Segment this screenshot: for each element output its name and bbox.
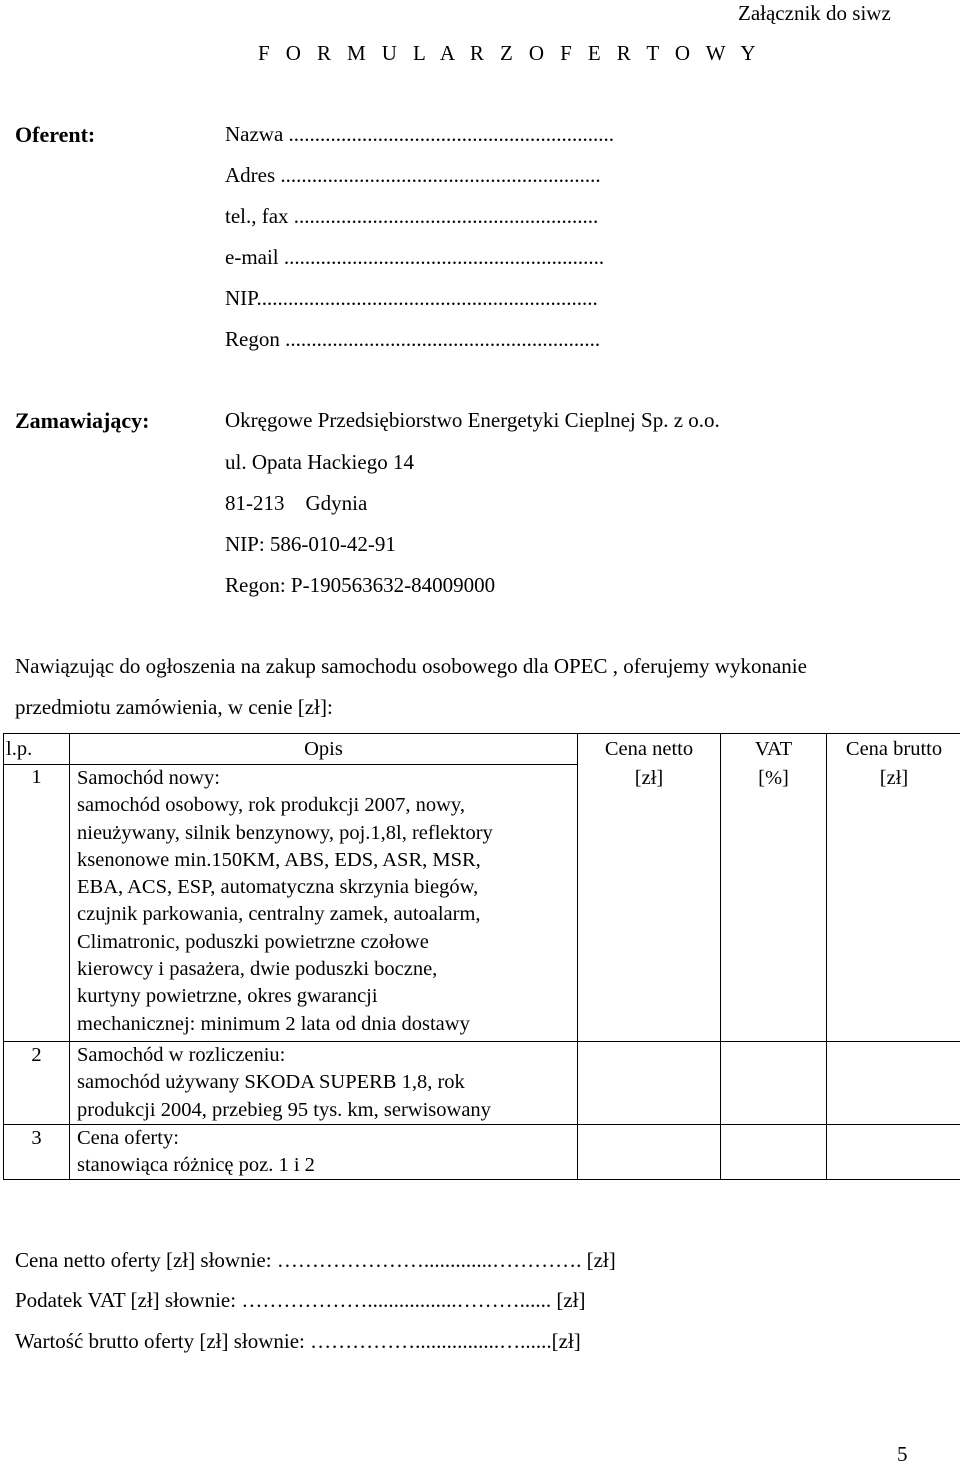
row-cena-brutto-cell[interactable] (827, 1042, 960, 1125)
oferent-address-field[interactable]: Adres ............................................................. (225, 165, 601, 186)
summary-netto-words[interactable]: Cena netto oferty [zł] słownie: ………………….............…………. [zł] (15, 1250, 616, 1271)
row-vat-cell[interactable] (721, 1042, 827, 1125)
row-description: Samochód nowy: samochód osobowy, rok produkcji 2007, nowy, nieużywany, silnik benzynowy, poj.1,8l, reflektory ksenonowe min.150KM, ABS, EDS, ASR, MSR, EBA, ACS, ESP, automatyczna skrzynia biegów, czujnik parkowania, centralny zamek, autoalarm, Climatronic, poduszki powietrzne czołowe kierowcy i pasażera, dwie poduszki boczne, kurtyny powietrzne, okres gwarancji mechanicznej: minimum 2 lata od dnia dostawy (70, 765, 578, 1042)
page-number: 5 (897, 1444, 908, 1465)
zamawiajacy-street: ul. Opata Hackiego 14 (225, 452, 414, 473)
zamawiajacy-regon: Regon: P-190563632-84009000 (225, 575, 495, 596)
oferent-regon-field[interactable]: Regon ............................................................ (225, 329, 600, 350)
row-number: 3 (4, 1124, 70, 1180)
summary-brutto-words[interactable]: Wartość brutto oferty [zł] słownie: ……………................…......[zł] (15, 1331, 581, 1352)
oferent-email-field[interactable]: e-mail ............................................................. (225, 247, 604, 268)
intro-line-1: Nawiązując do ogłoszenia na zakup samochodu osobowego dla OPEC , oferujemy wykonanie (15, 656, 807, 677)
oferent-name-field[interactable]: Nazwa .............................................................. (225, 124, 614, 145)
zamawiajacy-label: Zamawiający: (15, 410, 149, 432)
row-vat-cell[interactable] (721, 1124, 827, 1180)
header-cena-brutto: Cena brutto [zł] (827, 734, 960, 1042)
row-cena-netto-cell[interactable] (578, 1124, 721, 1180)
table-header-row (4, 734, 960, 765)
table-row (4, 1042, 960, 1125)
zamawiajacy-city: 81-213 Gdynia (225, 493, 367, 514)
header-lp: l.p. (4, 734, 70, 765)
form-title: F O R M U L A R Z O F E R T O W Y (258, 43, 761, 64)
row-number: 1 (4, 765, 70, 1042)
row-description: Samochód w rozliczeniu: samochód używany SKODA SUPERB 1,8, rok produkcji 2004, przebieg 95 tys. km, serwisowany (70, 1042, 578, 1125)
header-opis: Opis (70, 734, 578, 765)
oferent-label: Oferent: (15, 124, 95, 146)
zamawiajacy-nip: NIP: 586-010-42-91 (225, 534, 396, 555)
offer-table (3, 733, 960, 1180)
row-description: Cena oferty: stanowiąca różnicę poz. 1 i 2 (70, 1124, 578, 1180)
oferent-phone-fax-field[interactable]: tel., fax .......................................................... (225, 206, 598, 227)
table-row (4, 1124, 960, 1180)
zamawiajacy-name: Okręgowe Przedsiębiorstwo Energetyki Cieplnej Sp. z o.o. (225, 410, 720, 431)
row-cena-brutto-cell[interactable] (827, 1124, 960, 1180)
oferent-nip-field[interactable]: NIP................................................................. (225, 288, 598, 309)
annex-label: Załącznik do siwz (738, 3, 891, 24)
row-number: 2 (4, 1042, 70, 1125)
header-vat: VAT [%] (721, 734, 827, 1042)
row-cena-netto-cell[interactable] (578, 1042, 721, 1125)
header-cena-netto: Cena netto [zł] (578, 734, 721, 1042)
intro-line-2: przedmiotu zamówienia, w cenie [zł]: (15, 697, 333, 718)
summary-vat-words[interactable]: Podatek VAT [zł] słownie: ……………….................………...... [zł] (15, 1290, 585, 1311)
